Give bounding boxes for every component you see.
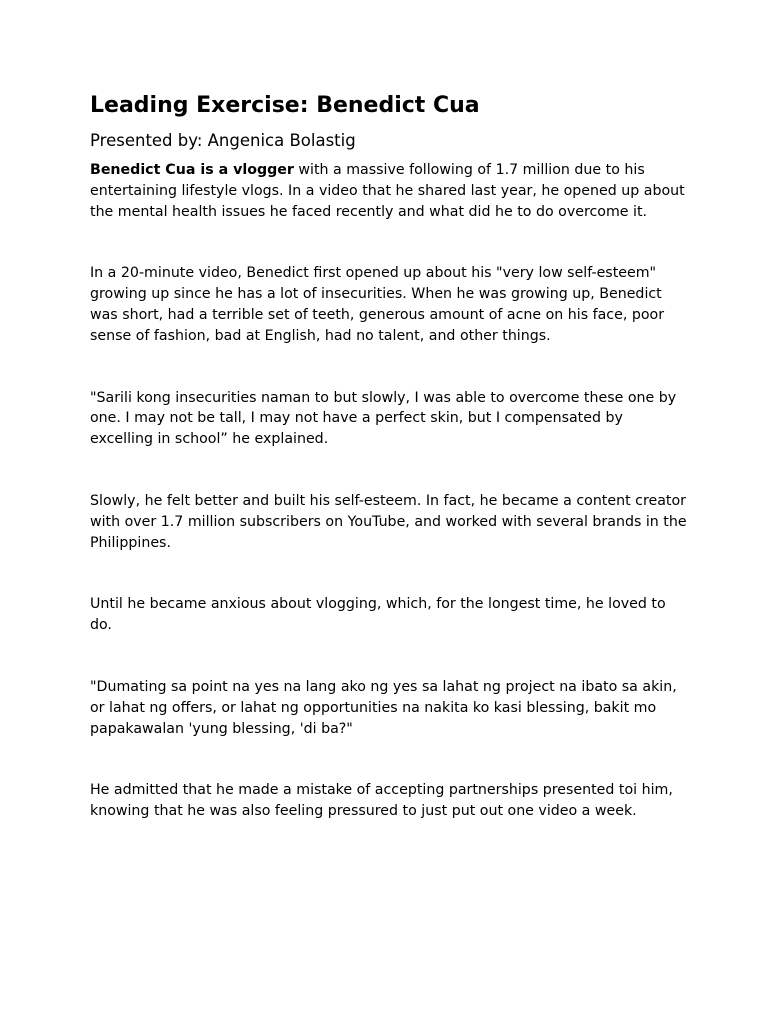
paragraph-2-quote: "Sarili kong insecurities naman to but slowly, I was able to overcome these one by one. I may not be tall, I may not have a perfect skin, but I compensated by excelling in school” he explained. (90, 389, 677, 448)
paragraph-1: In a 20-minute video, Benedict first opened up about his "very low self-esteem" growing up since he has a lot of insecurities. When he was growing up, Benedict was short, had a terrible set of teeth, generous amount of acne on his face, poor sense of fashion, bad at English, had no talent, and other things. (90, 265, 665, 344)
intro-paragraph (90, 160, 690, 222)
presenter-line: Presented by: Angenica Bolastig (90, 131, 356, 150)
paragraph-4: Until he became anxious about vlogging, which, for the longest time, he loved to do. (90, 596, 666, 634)
paragraph-3: Slowly, he felt better and built his self-esteem. In fact, he became a content creator with over 1.7 million subscribers on YouTube, and worked with several brands in the Philippines. (90, 492, 687, 551)
intro-bold-lead: Benedict Cua is a vlogger (90, 162, 294, 178)
paragraph-5-quote: "Dumating sa point na yes na lang ako ng yes sa lahat ng project na ibato sa akin, or lahat ng offers, or lahat ng opportunities na nakita ko kasi blessing, bakit mo papakawalan 'yung blessing, 'di ba?" (90, 678, 677, 737)
document-body (90, 92, 690, 822)
paragraph-6: He admitted that he made a mistake of accepting partnerships presented toi him, knowing that he was also feeling pressured to just put out one video a week. (90, 782, 673, 820)
document-title: Leading Exercise: Benedict Cua (90, 93, 480, 118)
intro-text: with a massive following of 1.7 million due to his entertaining lifestyle vlogs. In a video that he shared last year, he opened up about the mental health issues he faced recently and what did he to do overcome it. (90, 162, 685, 220)
